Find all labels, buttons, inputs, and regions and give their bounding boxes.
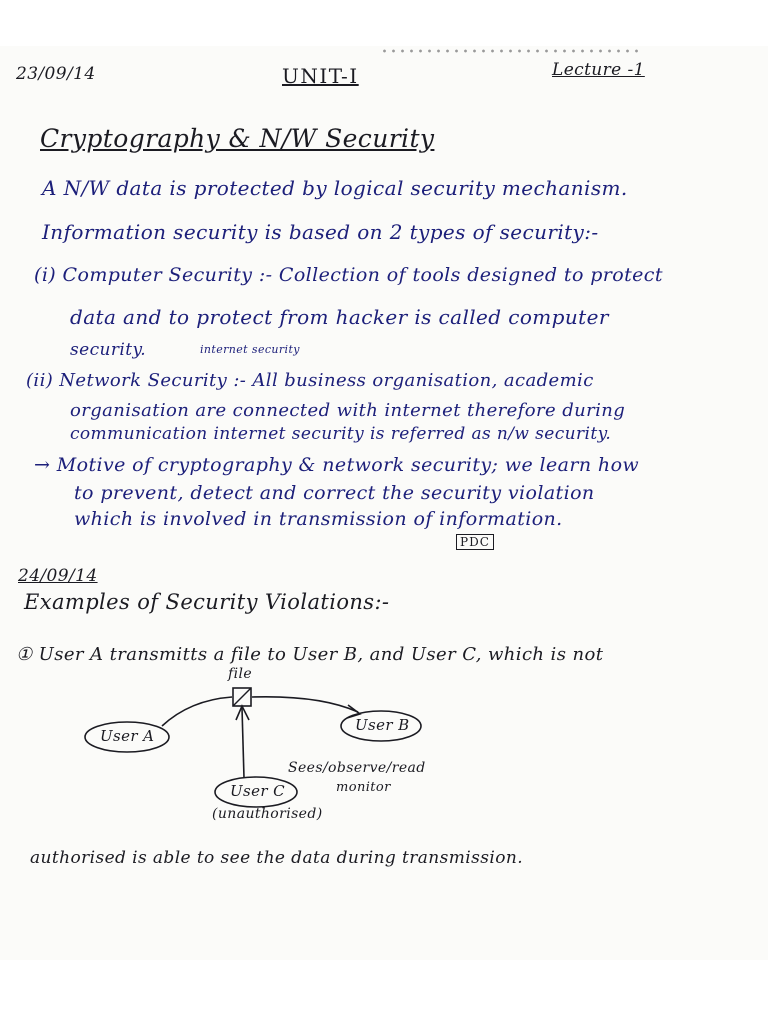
- date-2: 24/09/14: [18, 566, 98, 586]
- network-security-line-3: communication internet security is referred as n/w security.: [70, 424, 612, 444]
- user-c-note: (unauthorised): [212, 806, 323, 822]
- action-label-2: monitor: [336, 780, 391, 795]
- user-a-label: User A: [100, 727, 155, 745]
- examples-heading: Examples of Security Violations:-: [24, 590, 390, 614]
- bottom-margin: [0, 960, 768, 1024]
- intro-line-2: Information security is based on 2 types of security:-: [42, 220, 599, 244]
- user-c-label: User C: [230, 782, 286, 800]
- intro-line-1: A N/W data is protected by logical security mechanism.: [42, 176, 628, 200]
- arrow-user-a-to-file: [162, 697, 232, 726]
- computer-security-line-1: (i) Computer Security :- Collection of tools designed to protect: [34, 264, 663, 286]
- page-title: Cryptography & N/W Security: [40, 124, 435, 153]
- initials-box: PDC: [456, 534, 494, 550]
- motive-line-2: to prevent, detect and correct the security violation: [74, 482, 595, 504]
- user-b-label: User B: [355, 716, 410, 734]
- motive-line-3: which is involved in transmission of information.: [74, 508, 563, 530]
- file-label: file: [228, 666, 253, 682]
- network-security-line-2: organisation are connected with internet therefore during: [70, 400, 626, 421]
- arrow-user-c-to-file: [242, 708, 244, 778]
- computer-security-line-2: data and to protect from hacker is called computer: [70, 305, 609, 329]
- example-1-text: ① User A transmitts a file to User B, and User C, which is not: [16, 644, 604, 665]
- motive-line-1: → Motive of cryptography & network security; we learn how: [34, 454, 640, 476]
- file-box-slash: [233, 688, 251, 706]
- conclusion-text: authorised is able to see the data during transmission.: [30, 848, 523, 868]
- network-security-line-1: (ii) Network Security :- All business organisation, academic: [26, 370, 594, 391]
- unit-heading: UNIT-I: [282, 64, 359, 88]
- date-1: 23/09/14: [16, 64, 96, 84]
- action-label: Sees/observe/read: [288, 760, 426, 776]
- lecture-label: Lecture -1: [552, 60, 645, 80]
- arrow-file-to-user-b: [252, 697, 358, 712]
- internet-security-annotation: internet security: [200, 343, 300, 356]
- computer-security-line-3: security.: [70, 340, 146, 360]
